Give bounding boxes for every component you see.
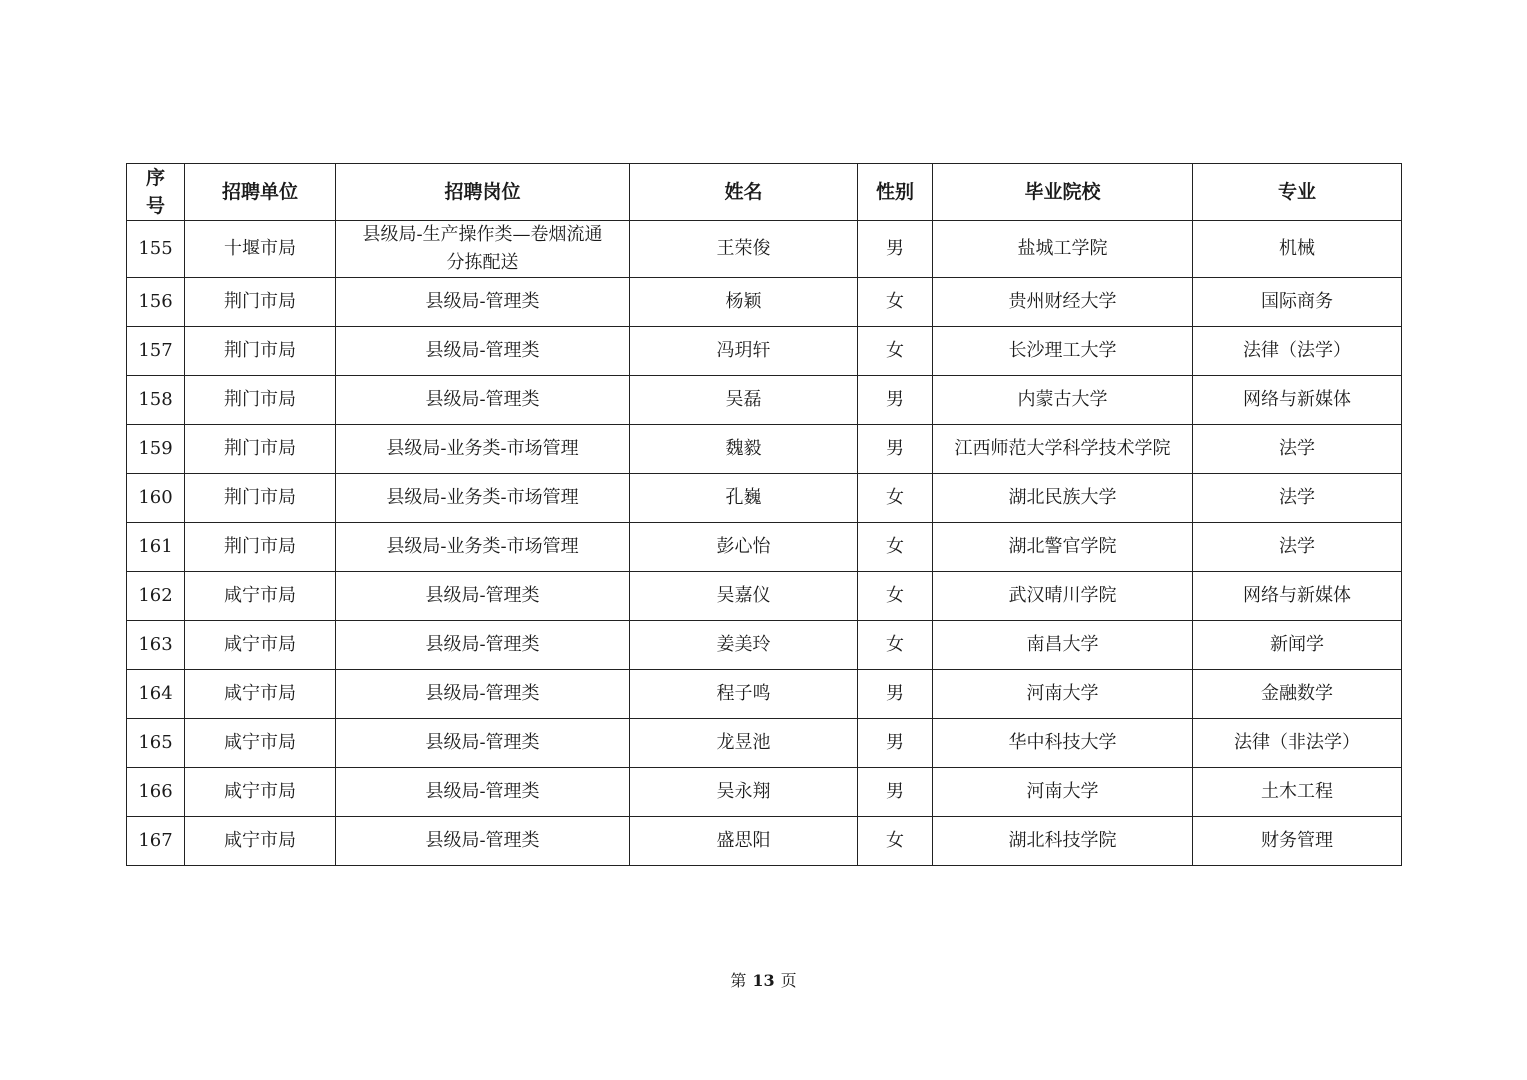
cell-position: 县级局-管理类 xyxy=(336,278,630,327)
table-row xyxy=(127,278,1402,327)
cell-unit: 荆门市局 xyxy=(185,376,336,425)
cell-gender: 女 xyxy=(858,523,933,572)
cell-name: 盛思阳 xyxy=(630,817,858,866)
cell-major: 新闻学 xyxy=(1193,621,1402,670)
cell-seq: 159 xyxy=(127,425,185,474)
cell-seq: 156 xyxy=(127,278,185,327)
cell-gender: 男 xyxy=(858,425,933,474)
cell-unit: 咸宁市局 xyxy=(185,621,336,670)
cell-name: 彭心怡 xyxy=(630,523,858,572)
cell-unit: 咸宁市局 xyxy=(185,719,336,768)
table-row xyxy=(127,621,1402,670)
cell-school: 内蒙古大学 xyxy=(933,376,1193,425)
cell-gender: 男 xyxy=(858,768,933,817)
cell-position-line1: 县级局-生产操作类—卷烟流通 xyxy=(362,224,603,245)
cell-school: 南昌大学 xyxy=(933,621,1193,670)
cell-position: 县级局-管理类 xyxy=(336,621,630,670)
cell-position: 县级局-管理类 xyxy=(336,327,630,376)
cell-major: 机械 xyxy=(1193,221,1402,278)
cell-school: 湖北科技学院 xyxy=(933,817,1193,866)
cell-gender: 男 xyxy=(858,670,933,719)
cell-position-line2: 分拣配送 xyxy=(446,252,519,273)
cell-major: 网络与新媒体 xyxy=(1193,572,1402,621)
cell-gender: 男 xyxy=(858,376,933,425)
cell-seq: 160 xyxy=(127,474,185,523)
cell-gender: 女 xyxy=(858,572,933,621)
cell-major: 法学 xyxy=(1193,425,1402,474)
cell-major: 法学 xyxy=(1193,474,1402,523)
page-suffix: 页 xyxy=(780,971,797,990)
cell-unit: 咸宁市局 xyxy=(185,670,336,719)
cell-name: 吴永翔 xyxy=(630,768,858,817)
cell-name: 吴嘉仪 xyxy=(630,572,858,621)
header-school: 毕业院校 xyxy=(933,164,1193,221)
cell-name: 吴磊 xyxy=(630,376,858,425)
cell-school: 武汉晴川学院 xyxy=(933,572,1193,621)
cell-position: 县级局-管理类 xyxy=(336,572,630,621)
cell-position xyxy=(336,221,630,278)
cell-unit: 咸宁市局 xyxy=(185,572,336,621)
cell-school: 华中科技大学 xyxy=(933,719,1193,768)
cell-seq: 165 xyxy=(127,719,185,768)
cell-unit: 荆门市局 xyxy=(185,474,336,523)
cell-position: 县级局-管理类 xyxy=(336,768,630,817)
cell-gender: 女 xyxy=(858,621,933,670)
cell-position: 县级局-管理类 xyxy=(336,670,630,719)
cell-position: 县级局-管理类 xyxy=(336,817,630,866)
cell-seq: 164 xyxy=(127,670,185,719)
cell-seq: 162 xyxy=(127,572,185,621)
cell-seq: 161 xyxy=(127,523,185,572)
cell-major: 法律（非法学） xyxy=(1193,719,1402,768)
table-row xyxy=(127,572,1402,621)
recruitment-table xyxy=(126,163,1402,866)
header-seq-top: 序 xyxy=(145,167,165,189)
header-name: 姓名 xyxy=(630,164,858,221)
cell-seq: 155 xyxy=(127,221,185,278)
cell-seq: 158 xyxy=(127,376,185,425)
cell-school: 河南大学 xyxy=(933,670,1193,719)
table-row xyxy=(127,221,1402,278)
cell-position: 县级局-管理类 xyxy=(336,719,630,768)
cell-unit: 荆门市局 xyxy=(185,425,336,474)
header-gender: 性别 xyxy=(858,164,933,221)
cell-name: 姜美玲 xyxy=(630,621,858,670)
cell-unit: 荆门市局 xyxy=(185,327,336,376)
header-major: 专业 xyxy=(1193,164,1402,221)
cell-name: 程子鸣 xyxy=(630,670,858,719)
cell-gender: 男 xyxy=(858,719,933,768)
cell-name: 杨颖 xyxy=(630,278,858,327)
cell-name: 王荣俊 xyxy=(630,221,858,278)
cell-seq: 157 xyxy=(127,327,185,376)
cell-school: 盐城工学院 xyxy=(933,221,1193,278)
cell-school: 河南大学 xyxy=(933,768,1193,817)
table-row xyxy=(127,327,1402,376)
page-number-value: 13 xyxy=(752,971,775,990)
cell-school: 长沙理工大学 xyxy=(933,327,1193,376)
cell-school: 湖北民族大学 xyxy=(933,474,1193,523)
table-row xyxy=(127,474,1402,523)
table-row xyxy=(127,817,1402,866)
header-position: 招聘岗位 xyxy=(336,164,630,221)
header-seq-bottom: 号 xyxy=(145,195,165,217)
cell-school: 江西师范大学科学技术学院 xyxy=(933,425,1193,474)
cell-unit: 十堰市局 xyxy=(185,221,336,278)
cell-name: 孔巍 xyxy=(630,474,858,523)
cell-gender: 女 xyxy=(858,474,933,523)
cell-name: 魏毅 xyxy=(630,425,858,474)
cell-major: 法律（法学） xyxy=(1193,327,1402,376)
cell-major: 财务管理 xyxy=(1193,817,1402,866)
table-header-row xyxy=(127,164,1402,221)
cell-position: 县级局-业务类-市场管理 xyxy=(336,474,630,523)
cell-school: 湖北警官学院 xyxy=(933,523,1193,572)
cell-major: 国际商务 xyxy=(1193,278,1402,327)
table-row xyxy=(127,768,1402,817)
cell-unit: 咸宁市局 xyxy=(185,817,336,866)
table-row xyxy=(127,523,1402,572)
cell-gender: 女 xyxy=(858,817,933,866)
cell-position: 县级局-管理类 xyxy=(336,376,630,425)
cell-major: 网络与新媒体 xyxy=(1193,376,1402,425)
cell-school: 贵州财经大学 xyxy=(933,278,1193,327)
table-row xyxy=(127,425,1402,474)
header-unit: 招聘单位 xyxy=(185,164,336,221)
cell-unit: 咸宁市局 xyxy=(185,768,336,817)
cell-seq: 167 xyxy=(127,817,185,866)
cell-gender: 女 xyxy=(858,278,933,327)
cell-unit: 荆门市局 xyxy=(185,523,336,572)
table-row xyxy=(127,376,1402,425)
cell-major: 金融数学 xyxy=(1193,670,1402,719)
cell-position: 县级局-业务类-市场管理 xyxy=(336,425,630,474)
cell-name: 冯玥轩 xyxy=(630,327,858,376)
table-row xyxy=(127,719,1402,768)
page-footer xyxy=(0,968,1527,991)
table-row xyxy=(127,670,1402,719)
page-prefix: 第 xyxy=(730,971,747,990)
cell-major: 土木工程 xyxy=(1193,768,1402,817)
cell-unit: 荆门市局 xyxy=(185,278,336,327)
cell-gender: 女 xyxy=(858,327,933,376)
cell-gender: 男 xyxy=(858,221,933,278)
cell-major: 法学 xyxy=(1193,523,1402,572)
cell-position: 县级局-业务类-市场管理 xyxy=(336,523,630,572)
cell-name: 龙昱池 xyxy=(630,719,858,768)
cell-seq: 166 xyxy=(127,768,185,817)
header-seq xyxy=(127,164,185,221)
cell-seq: 163 xyxy=(127,621,185,670)
